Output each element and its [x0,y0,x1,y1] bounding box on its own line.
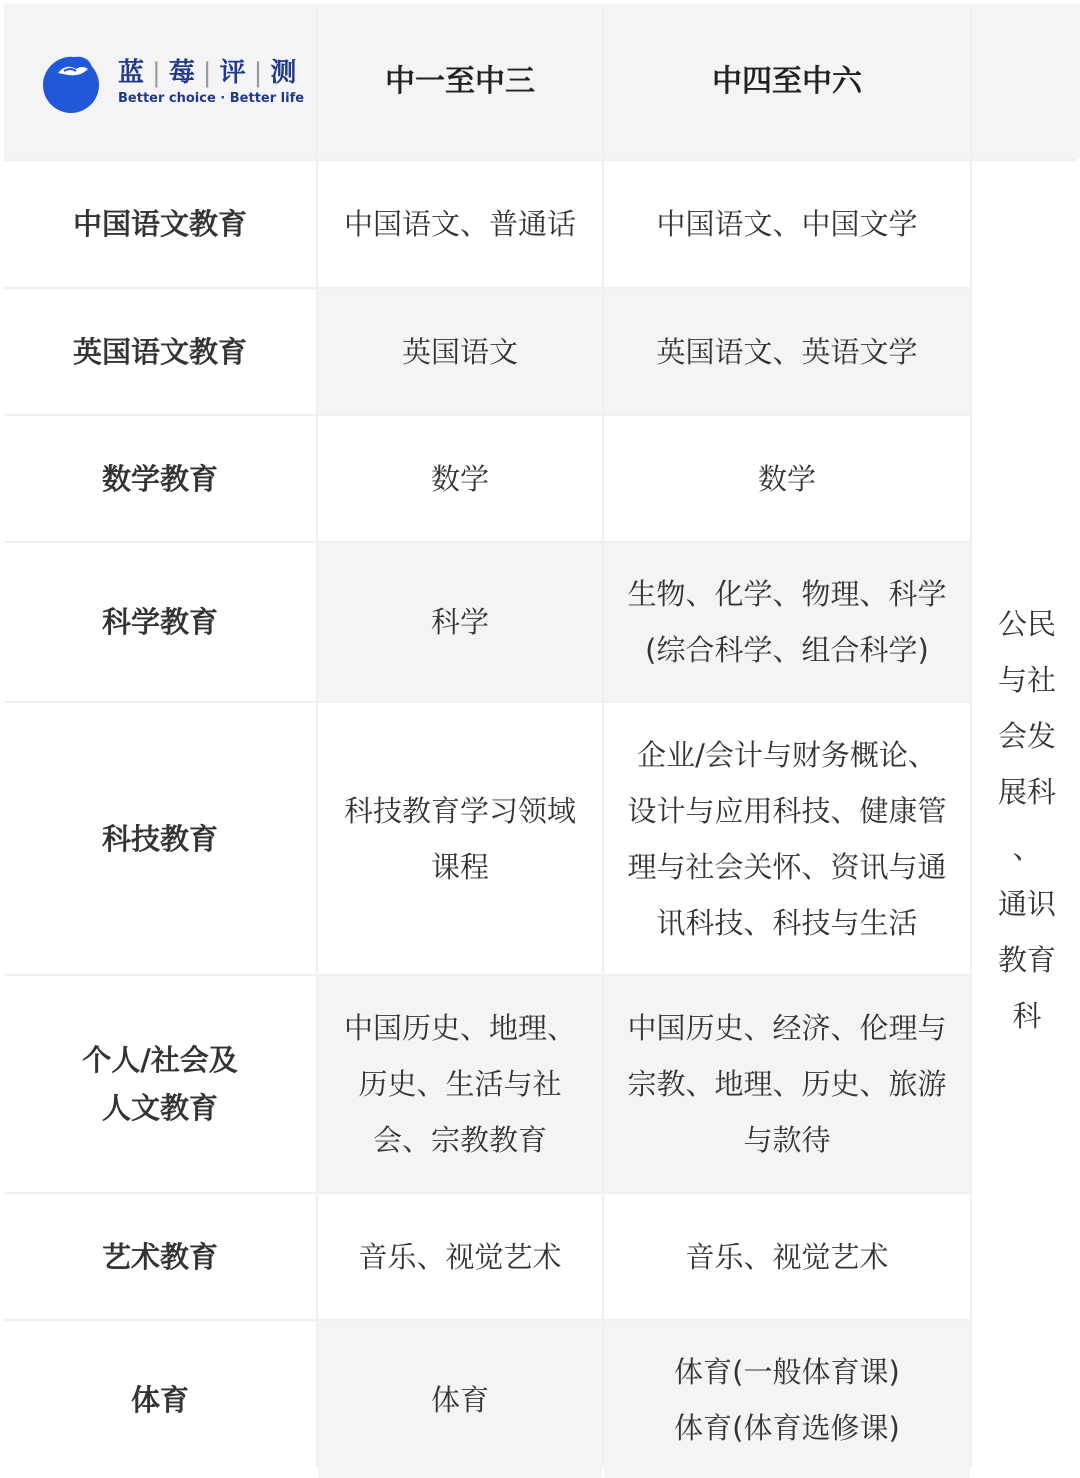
row-label: 中国语文教育 [4,161,316,287]
subject-line: 体育(一般体育课) [674,1354,900,1389]
junior-subject: 体育 [318,1321,602,1478]
logo [4,4,316,159]
subject-line: 科技教育学习领域 [343,793,576,828]
citizenship-subject-cell [972,161,1080,1478]
subject-line: 企业/会计与财务概论、 [637,737,937,772]
side-line: 会发 [997,718,1056,753]
junior-subject: 科学 [318,543,602,701]
row-label: 英国语文教育 [4,289,316,414]
subject-line: 历史、生活与社 [358,1067,562,1101]
junior-subject: 数学 [318,416,602,541]
logo-text [118,56,304,108]
subject-line: 设计与应用科技、健康管 [627,793,947,828]
senior-subject [604,976,970,1192]
row-label: 艺术教育 [4,1194,316,1319]
subject-line: 体育(体育选修课) [674,1410,900,1445]
row-label: 体育 [4,1321,316,1478]
column-header-junior: 中一至中三 [318,4,602,159]
side-line: 、 [1012,830,1042,865]
row-label: 数学教育 [4,416,316,541]
senior-subject: 数学 [604,416,970,541]
senior-subject [604,703,970,974]
subject-line: 宗教、地理、历史、旅游 [627,1067,947,1101]
blueberry-logo-icon [38,49,104,115]
senior-subject [604,543,970,701]
row-label [4,976,316,1192]
junior-subject [318,703,602,974]
senior-subject: 音乐、视觉艺术 [604,1194,970,1319]
side-line: 与社 [997,662,1056,697]
senior-subject: 英国语文、英语文学 [604,289,970,414]
row-label-line: 个人/社会及 [82,1043,238,1077]
junior-subject: 中国语文、普通话 [318,161,602,287]
side-line: 展科 [997,774,1056,809]
subject-line: (综合科学、组合科学) [645,633,929,667]
subject-line: 讯科技、科技与生活 [656,905,918,940]
junior-subject [318,976,602,1192]
row-label: 科技教育 [4,703,316,974]
column-header-senior: 中四至中六 [604,4,970,159]
subject-line: 理与社会关怀、资讯与通 [627,849,947,884]
logo-name: 蓝|莓|评|测 [118,57,303,88]
curriculum-table [4,4,1076,1467]
subject-line: 与款待 [743,1123,831,1157]
senior-subject [604,1321,970,1478]
senior-subject: 中国语文、中国文学 [604,161,970,287]
logo-slogan: Better choice · Better life [118,90,305,106]
row-label-line: 人文教育 [101,1091,218,1125]
subject-line: 中国历史、地理、 [343,1011,576,1045]
side-line: 科 [1012,998,1042,1033]
subject-line: 课程 [430,849,489,884]
side-line: 公民 [997,606,1056,641]
column-header-extra [972,4,1080,159]
subject-line: 会、宗教教育 [372,1123,547,1157]
row-label: 科学教育 [4,543,316,701]
junior-subject: 音乐、视觉艺术 [318,1194,602,1319]
subject-line: 生物、化学、物理、科学 [627,577,947,611]
side-line: 教育 [997,942,1056,977]
subject-line: 中国历史、经济、伦理与 [627,1011,947,1045]
side-line: 通识 [997,886,1056,921]
junior-subject: 英国语文 [318,289,602,414]
